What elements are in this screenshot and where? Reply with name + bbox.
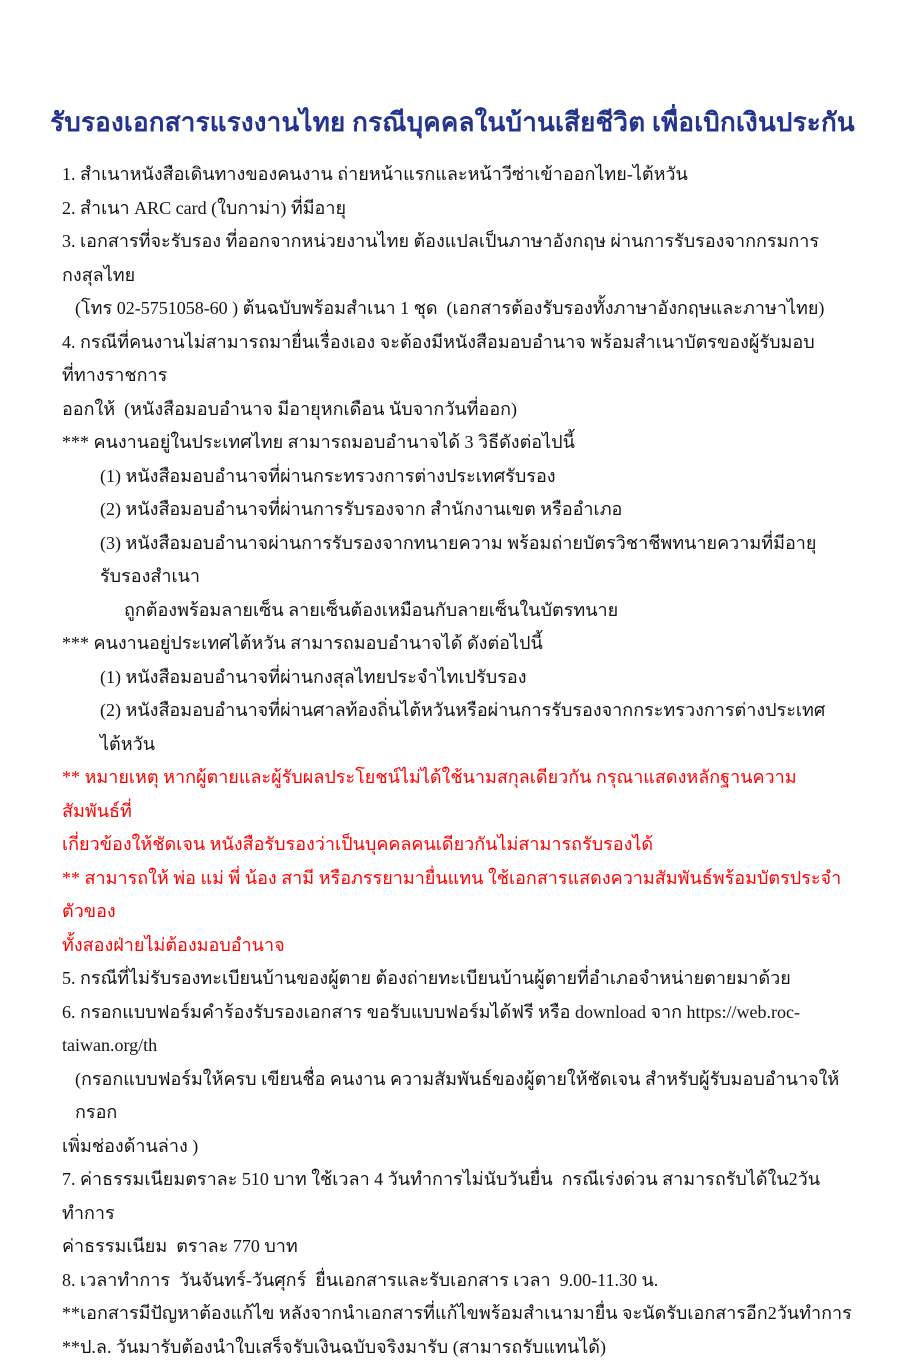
document-line: (โทร 02-5751058-60 ) ต้นฉบับพร้อมสำเนา 1 ชุด (เอกสารต้องรับรองทั้งภาษาอังกฤษและภาษาไทย) (62, 292, 853, 326)
document-line: 4. กรณีที่คนงานไม่สามารถมายื่นเรื่องเอง จะต้องมีหนังสือมอบอำนาจ พร้อมสำเนาบัตรของผู้รับมอบที่ทางราชการ (62, 326, 853, 393)
document-line: 3. เอกสารที่จะรับรอง ที่ออกจากหน่วยงานไทย ต้องแปลเป็นภาษาอังกฤษ ผ่านการรับรองจากกรมการกงสุลไทย (62, 225, 853, 292)
document-line: *** คนงานอยู่ประเทศไต้หวัน สามารถมอบอำนาจได้ ดังต่อไปนี้ (62, 627, 853, 661)
document-line: 5. กรณีที่ไม่รับรองทะเบียนบ้านของผู้ตาย ต้องถ่ายทะเบียนบ้านผู้ตายที่อำเภอจำหน่ายตายมาด้วย (62, 962, 853, 996)
document-line: (กรอกแบบฟอร์มให้ครบ เขียนชื่อ คนงาน ความสัมพันธ์ของผู้ตายให้ชัดเจน สำหรับผู้รับมอบอำนาจให้กรอก (62, 1063, 853, 1130)
document-line: 1. สำเนาหนังสือเดินทางของคนงาน ถ่ายหน้าแรกและหน้าวีซ่าเข้าออกไทย-ไต้หวัน (62, 158, 853, 192)
document-line: ถูกต้องพร้อมลายเซ็น ลายเซ็นต้องเหมือนกับลายเซ็นในบัตรทนาย (62, 594, 853, 628)
document-line: 7. ค่าธรรมเนียมตราละ 510 บาท ใช้เวลา 4 วันทำการไม่นับวันยื่น กรณีเร่งด่วน สามารถรับได้ใน2วันทำการ (62, 1163, 853, 1230)
document-line: ** สามารถให้ พ่อ แม่ พี่ น้อง สามี หรือภรรยามายื่นแทน ใช้เอกสารแสดงความสัมพันธ์พร้อมบัตรประจำตัวของ (62, 862, 853, 929)
document-body (0, 158, 905, 1364)
document-line: 8. เวลาทำการ วันจันทร์-วันศุกร์ ยื่นเอกสารและรับเอกสาร เวลา 9.00-11.30 น. (62, 1264, 853, 1298)
document-line: (1) หนังสือมอบอำนาจที่ผ่านกระทรวงการต่างประเทศรับรอง (62, 460, 853, 494)
document-line: ค่าธรรมเนียม ตราละ 770 บาท (62, 1230, 853, 1264)
document-line: เพิ่มช่องด้านล่าง ) (62, 1130, 853, 1164)
document-line: *** คนงานอยู่ในประเทศไทย สามารถมอบอำนาจได้ 3 วิธีดังต่อไปนี้ (62, 426, 853, 460)
document-line: ออกให้ (หนังสือมอบอำนาจ มีอายุหกเดือน นับจากวันที่ออก) (62, 393, 853, 427)
document-line: (3) หนังสือมอบอำนาจผ่านการรับรองจากทนายความ พร้อมถ่ายบัตรวิชาชีพทนายความที่มีอายุ รับรองสำเนา (62, 527, 853, 594)
document-line: เกี่ยวข้องให้ชัดเจน หนังสือรับรองว่าเป็นบุคคลคนเดียวกันไม่สามารถรับรองได้ (62, 828, 853, 862)
document-line: (2) หนังสือมอบอำนาจที่ผ่านศาลท้องถิ่นไต้หวันหรือผ่านการรับรองจากกระทรวงการต่างประเทศไต้หวัน (62, 694, 853, 761)
page-title: รับรองเอกสารแรงงานไทย กรณีบุคคลในบ้านเสียชีวิต เพื่อเบิกเงินประกัน (0, 102, 905, 144)
document-line: **เอกสารมีปัญหาต้องแก้ไข หลังจากนำเอกสารที่แก้ไขพร้อมสำเนามายื่น จะนัดรับเอกสารอีก2วันทำการ (62, 1297, 853, 1331)
document-line: (1) หนังสือมอบอำนาจที่ผ่านกงสุลไทยประจำไทเปรับรอง (62, 661, 853, 695)
document-line: ทั้งสองฝ่ายไม่ต้องมอบอำนาจ (62, 929, 853, 963)
document-line: **ป.ล. วันมารับต้องนำใบเสร็จรับเงินฉบับจริงมารับ (สามารถรับแทนได้) (62, 1331, 853, 1364)
document-line: 2. สำเนา ARC card (ใบกาม่า) ที่มีอายุ (62, 192, 853, 226)
document-line: 6. กรอกแบบฟอร์มคำร้องรับรองเอกสาร ขอรับแบบฟอร์มได้ฟรี หรือ download จาก https://web.roc-taiwan.org/th (62, 996, 853, 1063)
document-line: (2) หนังสือมอบอำนาจที่ผ่านการรับรองจาก สำนักงานเขต หรืออำเภอ (62, 493, 853, 527)
document-line: ** หมายเหตุ หากผู้ตายและผู้รับผลประโยชน์ไม่ได้ใช้นามสกุลเดียวกัน กรุณาแสดงหลักฐานความสัมพันธ์ที่ (62, 761, 853, 828)
